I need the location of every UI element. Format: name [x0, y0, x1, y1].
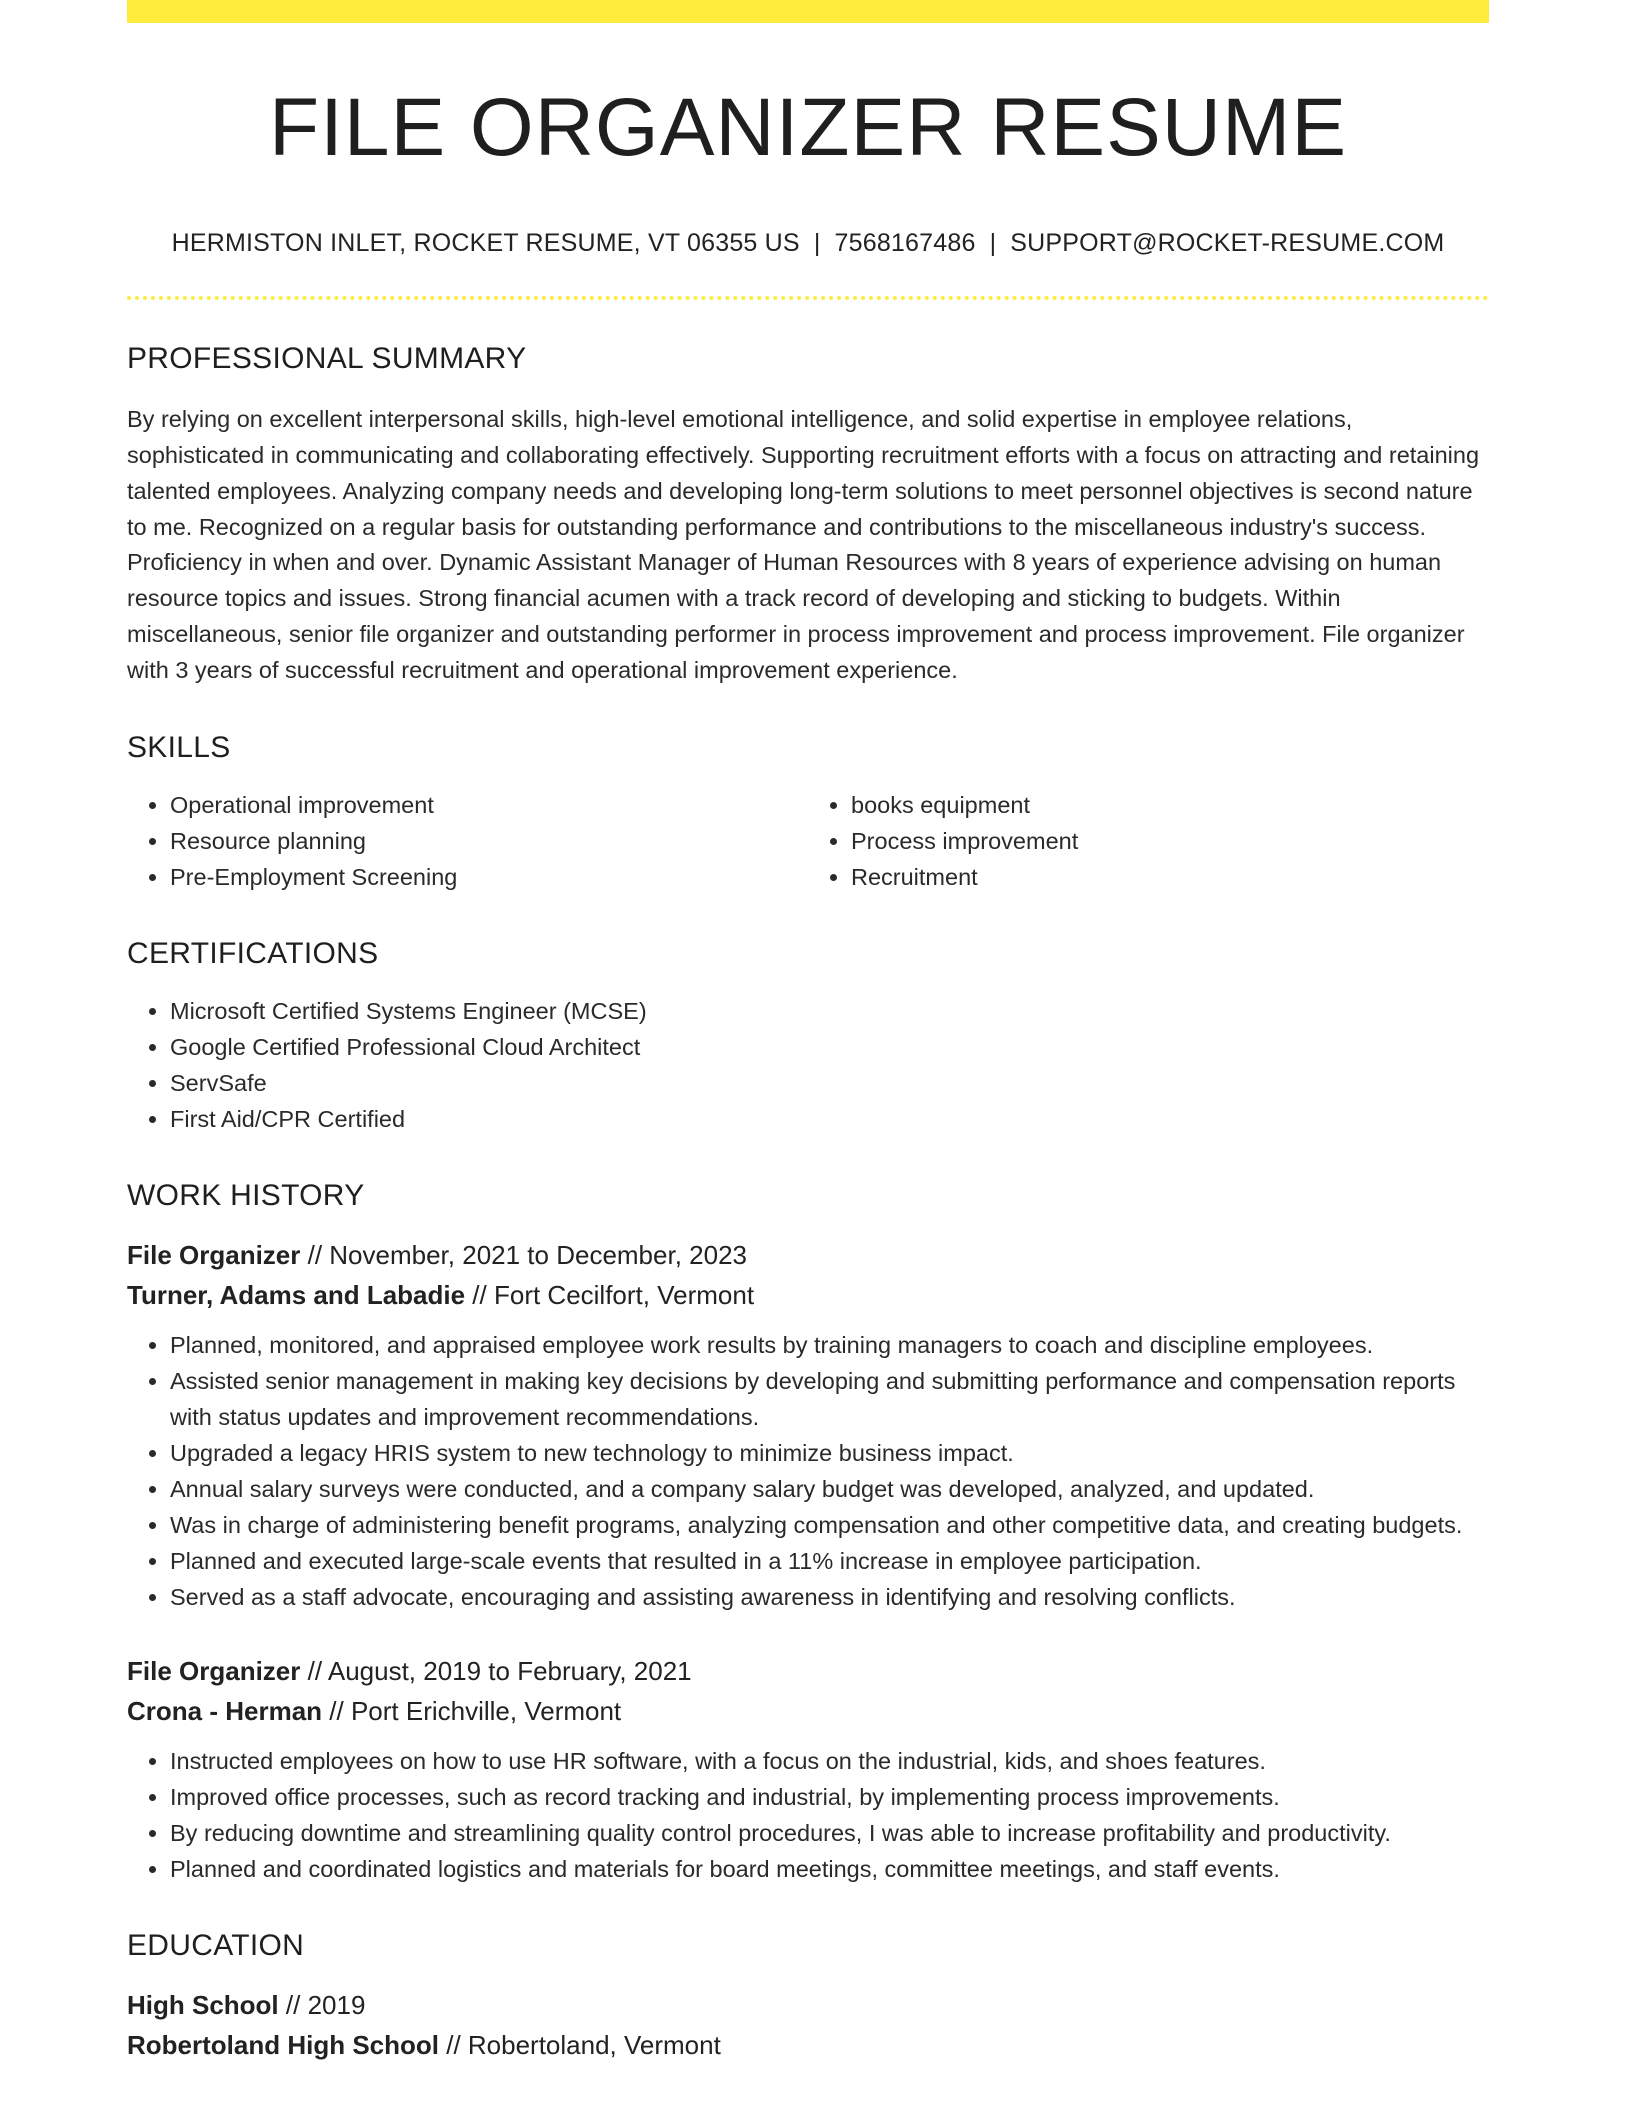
summary-text: By relying on excellent interpersonal skills, high-level emotional intelligence, and solid expertise in employee relations, sophisticated in communicating and collaborating effectively. Supporting recruitment efforts with a focus on attracting and retaining talented employees. Analyzing company needs and developing long-term solutions to meet personnel objectives is second nature to me. Recognized on a regular basis for outstanding performance and contributions to the miscellaneous industry's success. Proficiency in when and over. Dynamic Assistant Manager of Human Resources with 8 years of experience advising on human resource topics and issues. Strong financial acumen with a track record of developing and sticking to budgets. Within miscellaneous, senior file organizer and outstanding performer in process improvement and process improvement. File organizer with 3 years of successful recruitment and operational improvement experience. — [127, 406, 1480, 683]
contact-email[interactable]: SUPPORT@ROCKET-RESUME.COM — [1010, 229, 1445, 258]
skill-item: • Recruitment — [851, 859, 1489, 895]
certifications-list — [127, 993, 1489, 1137]
work-history-heading: WORK HISTORY — [127, 1178, 365, 1212]
skills-list — [127, 787, 1489, 895]
skill-item: • Operational improvement — [170, 787, 808, 823]
job-location: // Port Erichville, Vermont — [322, 1695, 622, 1726]
header-divider — [127, 296, 1489, 300]
job-entry — [127, 1235, 1489, 1615]
job-dates: // November, 2021 to December, 2023 — [300, 1239, 747, 1270]
contact-phone[interactable]: 7568167486 — [834, 229, 976, 258]
skill-item: • Resource planning — [170, 823, 808, 859]
job-company-line — [127, 1691, 1489, 1731]
contact-address: HERMISTON INLET, ROCKET RESUME, VT 06355 US — [171, 229, 800, 258]
job-company-line — [127, 1275, 1489, 1315]
certification-item: • ServSafe — [170, 1065, 1489, 1101]
education-year: // 2019 — [278, 1989, 366, 2020]
job-company: Crona - Herman — [127, 1695, 323, 1726]
certification-item: • Microsoft Certified Systems Engineer (MCSE) — [170, 993, 1489, 1029]
skill-item: • books equipment — [851, 787, 1489, 823]
accent-bar — [127, 0, 1489, 23]
job-entry — [127, 1651, 1489, 1887]
job-duty: • Planned and executed large-scale events that resulted in a 11% increase in employee participation. — [170, 1543, 1489, 1579]
education-school: Robertoland High School — [127, 2029, 439, 2060]
job-duty: • Instructed employees on how to use HR software, with a focus on the industrial, kids, and shoes features. — [170, 1743, 1489, 1779]
job-title: File Organizer — [127, 1655, 301, 1686]
job-location: // Fort Cecilfort, Vermont — [465, 1279, 755, 1310]
job-duty: • Planned, monitored, and appraised employee work results by training managers to coach and discipline employees. — [170, 1327, 1489, 1363]
job-company: Turner, Adams and Labadie — [127, 1279, 466, 1310]
job-duty: • Improved office processes, such as record tracking and industrial, by implementing process improvements. — [170, 1779, 1489, 1815]
skill-item: • Pre-Employment Screening — [170, 859, 808, 895]
education-degree-line — [127, 1985, 1489, 2025]
page-title: FILE ORGANIZER RESUME — [268, 82, 1348, 173]
summary-heading: PROFESSIONAL SUMMARY — [127, 342, 527, 376]
education-entry — [127, 1985, 1489, 2065]
certifications-heading: CERTIFICATIONS — [127, 936, 379, 970]
contact-separator: | — [813, 229, 821, 258]
contact-separator: | — [989, 229, 997, 258]
job-duty: • Served as a staff advocate, encouraging and assisting awareness in identifying and resolving conflicts. — [170, 1579, 1489, 1615]
job-title: File Organizer — [127, 1239, 301, 1270]
certification-item: • First Aid/CPR Certified — [170, 1101, 1489, 1137]
resume-page — [127, 0, 1489, 2065]
skills-heading: SKILLS — [127, 730, 231, 764]
education-location: // Robertoland, Vermont — [439, 2029, 721, 2060]
job-title-line — [127, 1651, 1489, 1691]
job-duty: • Assisted senior management in making key decisions by developing and submitting performance and compensation reports with status updates and improvement recommendations. — [170, 1363, 1489, 1435]
job-dates: // August, 2019 to February, 2021 — [300, 1655, 692, 1686]
job-duty: • By reducing downtime and streamlining quality control procedures, I was able to increase profitability and productivity. — [170, 1815, 1489, 1851]
skill-item: • Process improvement — [851, 823, 1489, 859]
skills-column-left — [127, 787, 808, 895]
education-degree: High School — [127, 1989, 279, 2020]
job-duty: • Was in charge of administering benefit programs, analyzing compensation and other competitive data, and creating budgets. — [170, 1507, 1489, 1543]
job-duty: • Upgraded a legacy HRIS system to new technology to minimize business impact. — [170, 1435, 1489, 1471]
job-duty: • Annual salary surveys were conducted, and a company salary budget was developed, analyzed, and updated. — [170, 1471, 1489, 1507]
job-duties — [127, 1743, 1489, 1887]
job-duty: • Planned and coordinated logistics and materials for board meetings, committee meetings, and staff events. — [170, 1851, 1489, 1887]
education-heading: EDUCATION — [127, 1928, 305, 1962]
certification-item: • Google Certified Professional Cloud Architect — [170, 1029, 1489, 1065]
contact-line — [127, 229, 1489, 258]
job-duties — [127, 1327, 1489, 1615]
skills-column-right — [808, 787, 1489, 895]
education-school-line — [127, 2025, 1489, 2065]
job-title-line — [127, 1235, 1489, 1275]
